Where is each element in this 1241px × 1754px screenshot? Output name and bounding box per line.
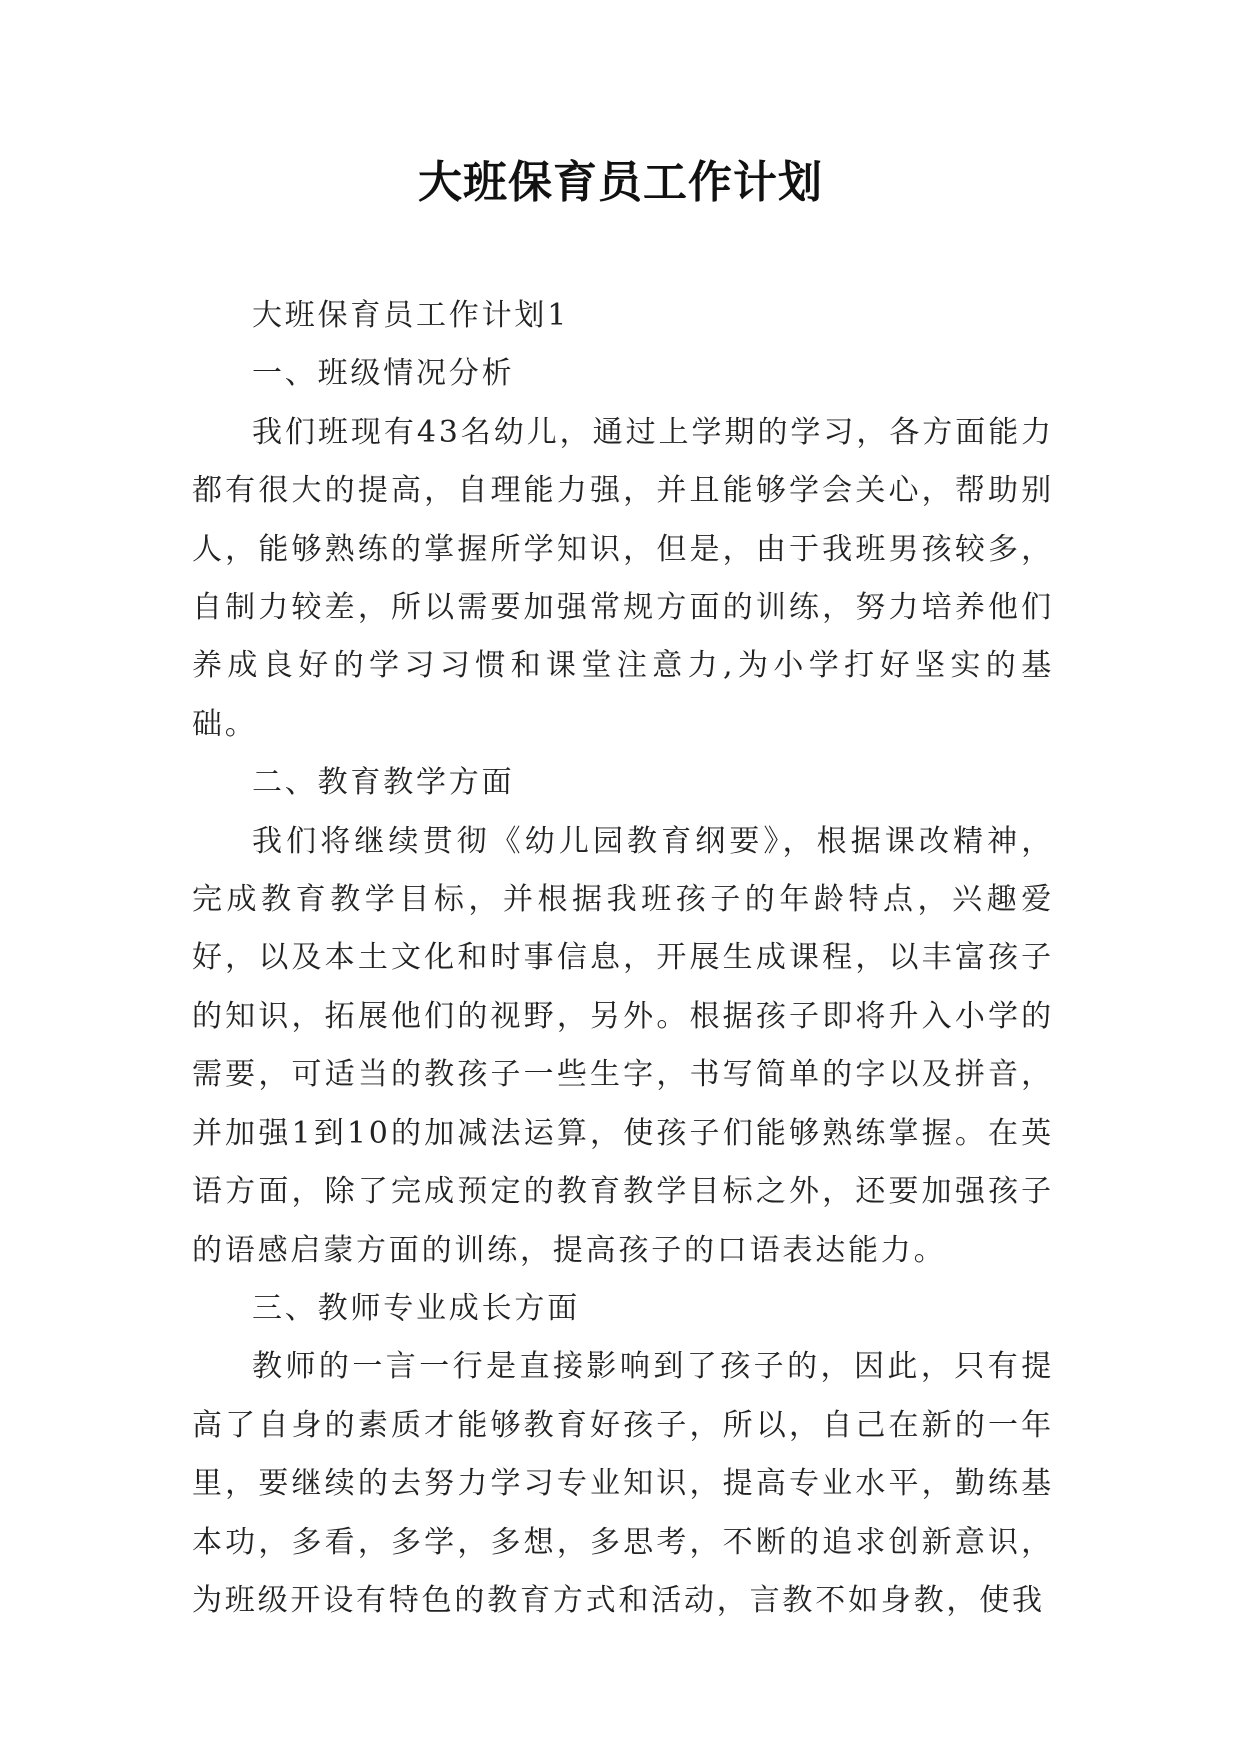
paragraph-class-analysis: 我们班现有43名幼儿，通过上学期的学习，各方面能力都有很大的提高，自理能力强，并且能够学会关心，帮助别人，能够熟练的掌握所学知识，但是，由于我班男孩较多，自制力较差，所以需要加强常规方面的训练，努力培养他们养成良好的学习习惯和课堂注意力,为小学打好坚实的基础。 [192, 414, 1054, 742]
section-heading-teacher-growth: 三、教师专业成长方面 [252, 1290, 580, 1326]
paragraph-plan-heading: 大班保育员工作计划1 [252, 298, 570, 333]
document-title: 大班保育员工作计划 [418, 157, 823, 208]
document-body [192, 287, 1054, 1630]
paragraph-teacher-growth: 教师的一言一行是直接影响到了孩子的，因此，只有提高了自身的素质才能够教育好孩子，所以，自己在新的一年里，要继续的去努力学习专业知识，提高专业水平，勤练基本功，多看，多学，多想，多思考，不断的追求创新意识，为班级开设有特色的教育方式和活动，言教不如身教，使我 [192, 1349, 1054, 1618]
section-heading-teaching: 二、教育教学方面 [252, 765, 515, 801]
paragraph-teaching: 我们将继续贯彻《幼儿园教育纲要》，根据课改精神，完成教育教学目标，并根据我班孩子的年龄特点，兴趣爱好，以及本土文化和时事信息，开展生成课程，以丰富孩子的知识，拓展他们的视野，另外。根据孩子即将升入小学的需要，可适当的教孩子一些生字，书写简单的字以及拼音，并加强1到10的加减法运算，使孩子们能够熟练掌握。在英语方面，除了完成预定的教育教学目标之外，还要加强孩子的语感启蒙方面的训练，提高孩子的口语表达能力。 [192, 823, 1054, 1268]
section-heading-class-analysis: 一、班级情况分析 [252, 356, 515, 392]
